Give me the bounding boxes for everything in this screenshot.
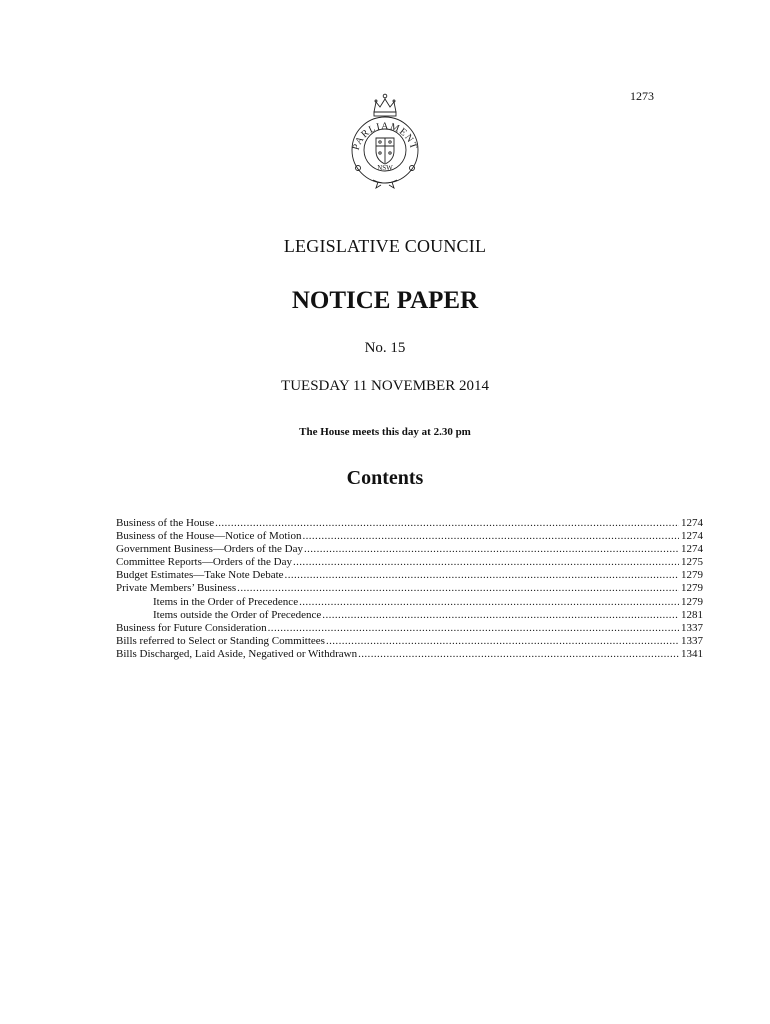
toc-leader-dots — [326, 635, 679, 648]
toc-entry[interactable] — [116, 635, 703, 648]
toc-entry-page: 1281 — [681, 608, 703, 621]
toc-entry-title: Business of the House—Notice of Motion — [116, 530, 302, 543]
toc-entry-title: Bills Discharged, Laid Aside, Negatived or Withdrawn — [116, 647, 358, 660]
toc-subentry[interactable] — [116, 609, 703, 622]
toc-entry-title: Items in the Order of Precedence — [153, 595, 299, 608]
crest-ring-text: PARLIAMENT — [350, 120, 420, 152]
issue-number: No. 15 — [364, 340, 406, 356]
toc-entry-page: 1274 — [681, 517, 703, 529]
toc-entry-title: Committee Reports—Orders of the Day — [116, 556, 292, 569]
toc-leader-dots — [304, 543, 679, 556]
meeting-time: The House meets this day at 2.30 pm — [299, 426, 471, 438]
toc-leader-dots — [322, 609, 679, 622]
toc-entry[interactable] — [116, 543, 703, 556]
toc-entry-page: 1337 — [681, 634, 703, 647]
toc-entry[interactable] — [116, 569, 703, 582]
toc-subentry[interactable] — [116, 596, 703, 609]
toc-leader-dots — [302, 530, 679, 543]
document-title: NOTICE PAPER — [291, 287, 479, 314]
page-number: 1273 — [630, 89, 654, 103]
toc-leader-dots — [268, 622, 679, 635]
contents-heading: Contents — [346, 467, 424, 489]
toc-leader-dots — [293, 556, 679, 569]
contents-list — [116, 517, 703, 661]
toc-entry-page: 1279 — [681, 582, 703, 595]
toc-leader-dots — [299, 596, 679, 609]
toc-entry-title: Business for Future Consideration — [116, 621, 267, 634]
toc-entry-title: Government Business—Orders of the Day — [116, 543, 303, 556]
toc-entry-title: Items outside the Order of Precedence — [153, 608, 322, 621]
toc-entry-title: Business of the House — [116, 517, 215, 529]
sitting-date: TUESDAY 11 NOVEMBER 2014 — [281, 378, 489, 394]
toc-entry[interactable] — [116, 556, 703, 569]
toc-entry-title: Private Members’ Business — [116, 582, 237, 595]
toc-leader-dots — [358, 648, 679, 661]
toc-entry[interactable] — [116, 530, 703, 543]
crest-shield-text: NSW — [377, 164, 393, 172]
toc-entry-page: 1341 — [681, 647, 703, 660]
toc-entry-page: 1275 — [681, 556, 703, 569]
toc-leader-dots — [237, 582, 679, 595]
toc-entry-page: 1279 — [681, 569, 703, 582]
toc-entry-page: 1274 — [681, 543, 703, 556]
toc-entry[interactable] — [116, 517, 703, 530]
toc-entry[interactable] — [116, 622, 703, 635]
toc-leader-dots — [285, 569, 679, 582]
toc-entry-page: 1274 — [681, 530, 703, 543]
toc-entry[interactable] — [116, 648, 703, 661]
chamber-title: LEGISLATIVE COUNCIL — [283, 236, 487, 256]
toc-entry-page: 1337 — [681, 621, 703, 634]
toc-entry[interactable] — [116, 582, 703, 595]
toc-entry-page: 1279 — [681, 595, 703, 608]
parliament-nsw-crest-icon — [340, 90, 430, 190]
toc-entry-title: Budget Estimates—Take Note Debate — [116, 569, 284, 582]
toc-leader-dots — [215, 517, 679, 530]
toc-entry-title: Bills referred to Select or Standing Committees — [116, 634, 325, 647]
